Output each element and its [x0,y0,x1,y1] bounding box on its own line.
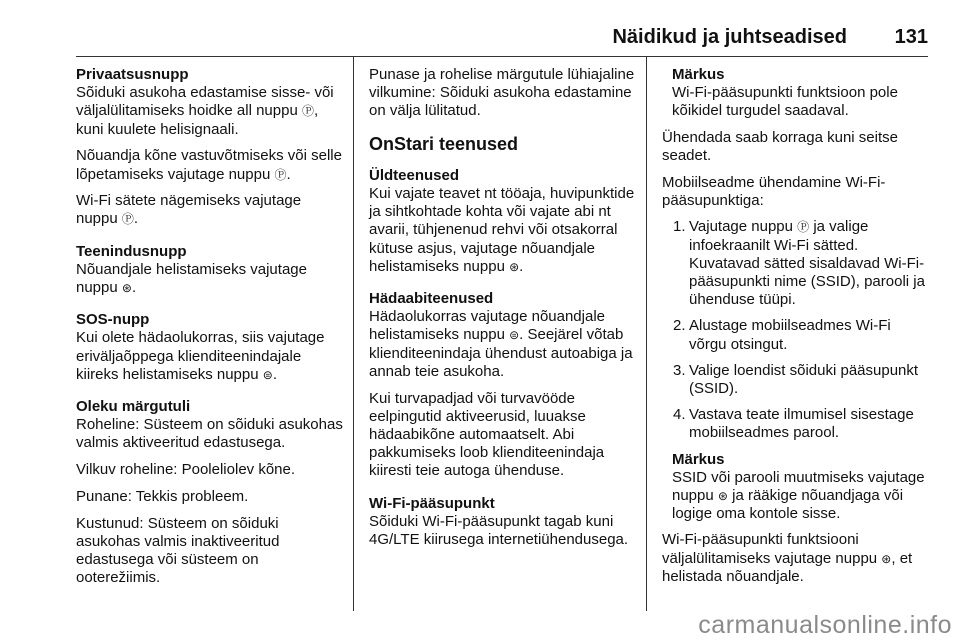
header-divider [76,56,928,57]
onstar-service-icon: ⊛ [509,259,520,274]
privacy-button-icon: Ⓟ [121,212,134,227]
general-paragraph: Kui vajate teavet nt tööaja, huvipunktide ja sihtkohtade kohta või vajate abi nt avarii, tühjenenud rehvi või otsakorral kütuse asjus, vajutage nõuandjale helistamiseks nuppu ⊛. [369,185,635,275]
onstar-section-title: OnStari teenused [369,133,519,154]
column-2 [369,66,637,558]
privacy-paragraph-3: Wi-Fi sätete nägemiseks vajutage nuppu Ⓟ. [76,192,302,228]
onstar-service-icon: ⊛ [881,551,892,566]
list-item: 4. Vastava teate ilmumisel sisestage mobiilseadmes parool. [673,406,914,442]
connect-paragraph-2: Mobiilseadme ühendamine Wi-Fi-pääsupunktiga: [662,173,886,209]
status-redgreen: Punase ja rohelise märgutule lühiajaline vilkumine: Sõiduki asukoha edastamine on välja lülitatud. [369,66,635,120]
status-red: Punane: Tekkis probleem. [76,487,249,505]
note-heading: Märkus [672,450,725,468]
note-text: Wi-Fi-pääsupunkti funktsioon pole kõikidel turgudel saadaval. [672,84,898,120]
privacy-button-icon: Ⓟ [274,167,287,182]
onstar-service-icon: ⊛ [121,281,132,296]
column-divider-1 [353,57,354,611]
sos-heading: SOS-nupp [76,311,150,329]
note-box-2 [672,451,930,524]
status-blink: Vilkuv roheline: Pooleliolev kõne. [76,461,296,479]
emergency-paragraph-1: Hädaolukorras vajutage nõuandjale helistamiseks nuppu ⊜. Seejärel võtab klienditeenindaja ühendust autoabiga ja annab teie asukoha. [369,308,633,380]
note-box-1 [672,66,930,121]
privacy-button-icon: Ⓟ [301,104,314,119]
watermark: carmanualsonline.info [698,611,952,639]
connect-paragraph-1: Ühendada saab korraga kuni seitse seadet. [662,128,898,164]
connect-steps-list [662,218,930,442]
sos-button-icon: ⊜ [509,328,520,343]
column-3 [662,66,930,595]
wifi-paragraph: Sõiduki Wi-Fi-pääsupunkt tagab kuni 4G/LTE kiirusega internetiühendusega. [369,512,629,548]
service-heading: Teenindusnupp [76,242,187,260]
sos-button-icon: ⊜ [262,367,273,382]
status-green: Roheline: Süsteem on sõiduki asukohas valmis aktiveeritud edastusega. [76,416,343,452]
note-text: SSID või parooli muutmiseks vajutage nuppu ⊛ ja rääkige nõuandjaga või logige oma kontole sisse. [672,468,925,523]
privacy-button-icon: Ⓟ [797,220,810,235]
privacy-paragraph-2: Nõuandja kõne vastuvõtmiseks või selle lõpetamiseks vajutage nuppu Ⓟ. [76,147,342,183]
status-off: Kustunud: Süsteem on sõiduki asukohas valmis inaktiveeritud edastusega või süsteem on ooterežiimis. [76,514,280,587]
status-heading: Oleku märgutuli [76,398,191,416]
emergency-heading: Hädaabiteenused [369,290,494,308]
service-paragraph: Nõuandjale helistamiseks vajutage nuppu ⊛. [76,260,307,297]
privacy-heading: Privaatsusnupp [76,66,189,83]
page-number: 131 [894,26,928,48]
column-1 [76,66,344,596]
general-heading: Üldteenused [369,166,460,184]
privacy-paragraph-1: Sõiduki asukoha edastamise sisse- või väljalülitamiseks hoidke all nuppu Ⓟ, kuni kuulete helisignaali. [76,84,334,138]
sos-paragraph: Kui olete hädaolukorras, siis vajutage eriväljaõppega klienditeenindajale kiireks helistamiseks nuppu ⊜. [76,329,325,383]
page-section-title: Näidikud ja juhtseadised [612,26,847,48]
final-paragraph: Wi-Fi-pääsupunkti funktsiooni väljalülitamiseks vajutage nuppu ⊛, et helistada nõuandjale. [662,531,913,585]
list-item: 2. Alustage mobiilseadmes Wi-Fi võrgu otsingut. [673,317,891,353]
column-divider-2 [646,57,647,611]
note-heading: Märkus [672,66,725,83]
wifi-heading: Wi-Fi-pääsupunkt [369,494,495,512]
onstar-service-icon: ⊛ [717,489,728,504]
emergency-paragraph-2: Kui turvapadjad või turvavööde eelpingutid aktiveerusid, luuakse hädaabikõne automaatselt. Abi pakkumiseks loob klienditeenindaja kiiresti teie autoga ühenduse. [369,389,605,480]
list-item: 3. Valige loendist sõiduki pääsupunkt (SSID). [673,361,919,398]
list-item: 1. Vajutage nuppu Ⓟ ja valige infoekraanilt Wi-Fi sätted. Kuvatavad sätted sisaldavad Wi-Fi-pääsupunkti nime (SSID), parooli ja ühenduse tüüpi. [673,218,925,309]
